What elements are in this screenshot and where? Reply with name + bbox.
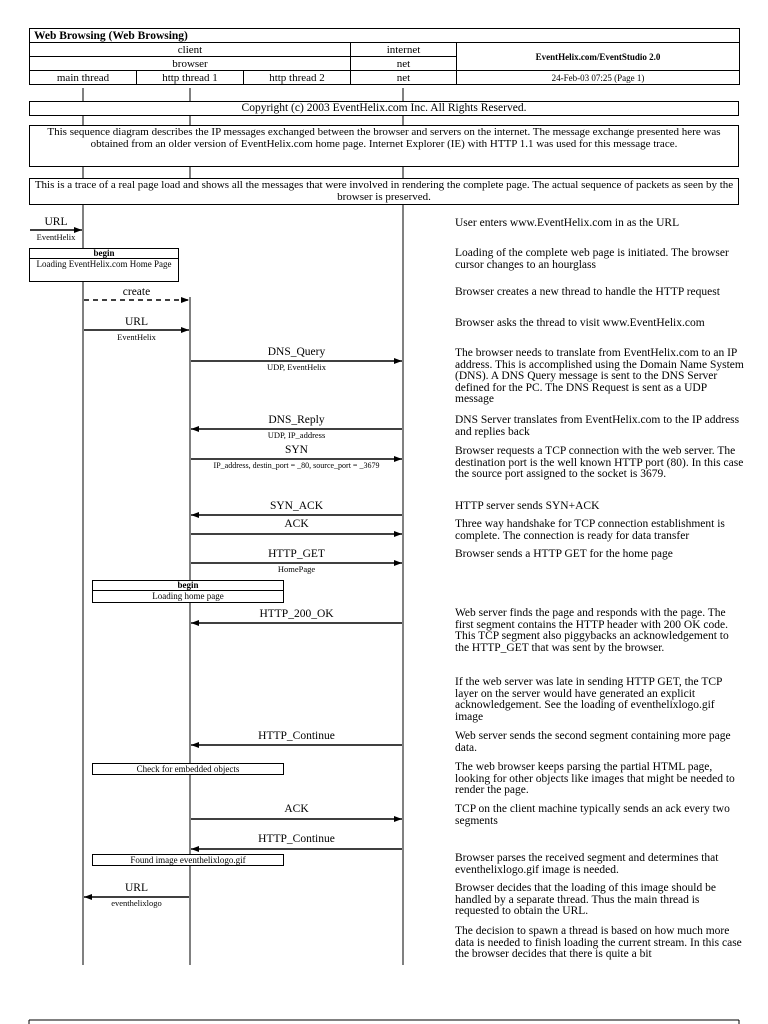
intro-text-1: This sequence diagram describes the IP messages exchanged between the browser and servers on the internet. The message exchange presented here was obtained from an older version of EventHelix.com home page. Internet Explorer (IE) with HTTP 1.1 was used for this message trace.	[47, 126, 721, 150]
note-5: The browser needs to translate from EventHelix.com to an IP address. This is accomplished using the Domain Name System (DNS). A DNS Query message is sent to the DNS Server defined for the PC. The DNS Request is sent as a UDP message	[455, 347, 744, 405]
header-tool: EventHelix.com/EventStudio 2.0	[457, 43, 740, 71]
msg-label-dns-query: DNS_Query	[267, 346, 326, 358]
header-main-thread: main thread	[30, 71, 137, 85]
header-net-2: net	[351, 71, 457, 85]
msg-label-url-2: URL	[125, 316, 148, 328]
action-begin-text-1: Loading EventHelix.com Home Page	[30, 258, 178, 269]
header-browser: browser	[30, 57, 351, 71]
note-9: Three way handshake for TCP connection establishment is complete. The connection is ready for data transfer	[455, 518, 725, 542]
msg-param-http-get: HomePage	[277, 564, 316, 574]
header-http-thread-1: http thread 1	[137, 71, 244, 85]
note-17: Browser decides that the loading of this image should be handled by a separate thread. Thus the main thread is requested to obtain the URL.	[455, 882, 716, 917]
note-18: The decision to spawn a thread is based on how much more data is needed to finish loading the current stream. In this case the browser decides that there is quite a bit	[455, 926, 742, 960]
copyright-text: Copyright (c) 2003 EventHelix.com Inc. All Rights Reserved.	[241, 102, 527, 114]
msg-label-http-200-ok: HTTP_200_OK	[259, 608, 334, 620]
msg-param-dns-reply: UDP, IP_address	[267, 430, 326, 440]
msg-param-url-2: EventHelix	[117, 332, 156, 342]
action-begin-title-1: begin	[93, 248, 115, 258]
msg-label-syn: SYN	[284, 444, 308, 456]
note-6: DNS Server translates from EventHelix.com to the IP address and replies back	[455, 414, 740, 438]
action-found-image: Found image eventhelixlogo.gif	[92, 854, 284, 866]
msg-param-url-1: EventHelix	[36, 232, 76, 242]
msg-label-ack-1: ACK	[284, 518, 309, 530]
header-net-1: net	[351, 57, 457, 71]
msg-label-http-continue-1: HTTP_Continue	[258, 730, 335, 742]
header-internet: internet	[351, 43, 457, 57]
diagram-title: Web Browsing (Web Browsing)	[30, 29, 740, 43]
msg-label-url-3: URL	[125, 882, 148, 894]
note-11: Web server finds the page and responds with the page. The first segment contains the HTTP header with 200 OK code. This TCP segment also piggybacks an acknowledgement to the HTTP_GET that was sent by the browser.	[455, 607, 729, 654]
msg-label-create: create	[122, 286, 151, 298]
msg-label-url-1: URL	[44, 216, 68, 228]
note-1: User enters www.EventHelix.com in as the URL	[455, 217, 680, 229]
header-date-page: 24-Feb-03 07:25 (Page 1)	[457, 71, 740, 85]
copyright-box	[29, 101, 739, 116]
action-begin-loading-home	[29, 248, 179, 282]
note-4: Browser asks the thread to visit www.EventHelix.com	[455, 317, 705, 329]
note-3: Browser creates a new thread to handle the HTTP request	[455, 286, 720, 298]
note-14: The web browser keeps parsing the partial HTML page, looking for other objects like images that might be needed to render the page.	[455, 761, 735, 796]
intro-text-2: This is a trace of a real page load and shows all the messages that were involved in rendering the complete page. The actual sequence of packets as seen by the browser is preserved.	[34, 179, 734, 203]
msg-label-ack-2: ACK	[284, 803, 309, 815]
note-7: Browser requests a TCP connection with the web server. The destination port is the well known HTTP port (80). In this case the source port assigned to the socket is 3679.	[455, 445, 744, 480]
note-16: Browser parses the received segment and determines that eventhelixlogo.gif image is needed.	[455, 852, 719, 876]
msg-label-syn-ack: SYN_ACK	[269, 500, 324, 512]
msg-label-http-continue-2: HTTP_Continue	[258, 833, 335, 845]
action-check-embedded: Check for embedded objects	[92, 763, 284, 775]
action-begin-title-2: begin	[177, 580, 199, 590]
msg-param-dns-query: UDP, EventHelix	[266, 362, 327, 372]
action-begin-loading-page	[92, 580, 284, 603]
note-15: TCP on the client machine typically sends an ack every two segments	[455, 803, 730, 827]
msg-param-url-3: eventhelixlogo	[111, 898, 162, 908]
msg-label-dns-reply: DNS_Reply	[268, 414, 325, 426]
intro-box-2	[29, 178, 739, 205]
note-2: Loading of the complete web page is initiated. The browser cursor changes to an hourglass	[455, 247, 729, 271]
msg-param-syn: IP_address, destin_port = _80, source_port = _3679	[213, 461, 380, 470]
note-8: HTTP server sends SYN+ACK	[455, 500, 600, 512]
header-client: client	[30, 43, 351, 57]
note-12: If the web server was late in sending HTTP GET, the TCP layer on the server would have generated an explicit acknowledgement. See the loading of eventhelixlogo.gif image	[455, 676, 722, 723]
note-13: Web server sends the second segment containing more page data.	[455, 730, 731, 754]
header-http-thread-2: http thread 2	[244, 71, 351, 85]
msg-label-http-get: HTTP_GET	[268, 548, 325, 560]
action-begin-text-2: Loading home page	[93, 590, 283, 601]
note-10: Browser sends a HTTP GET for the home page	[455, 548, 673, 560]
intro-box-1	[29, 125, 739, 167]
